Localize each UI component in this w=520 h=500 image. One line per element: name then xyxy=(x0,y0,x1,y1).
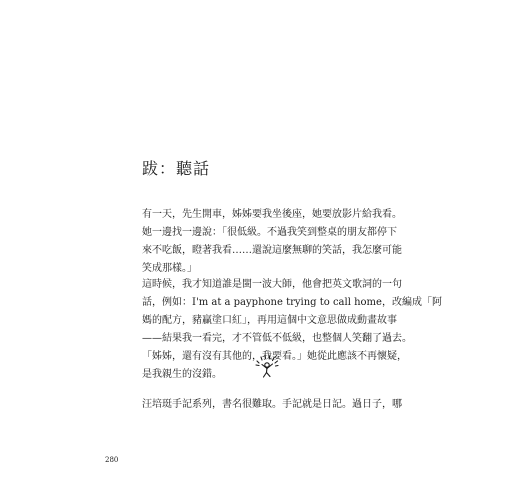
dancing-figure-doodle-icon xyxy=(252,352,282,380)
paragraph-1 xyxy=(142,206,402,278)
paragraph-line: 這時候，我才知道誰是閩一波大師，他會把英文歌詞的一句 xyxy=(142,279,402,290)
chapter-title: 跋：聽話 xyxy=(142,159,211,178)
paragraph-line: 「姊姊，還有沒有其他的，我要看。」她從此應該不再懷疑， xyxy=(142,351,407,362)
paragraph-line: 汪培珽手記系列，書名很難取。手記就是日記。過日子，哪 xyxy=(142,399,402,410)
paragraph-line: 話，例如：I'm at a payphone trying to call home，改編成「阿 xyxy=(142,297,442,308)
paragraph-3 xyxy=(142,396,402,414)
paragraph-line: 有一天，先生開車，姊姊要我坐後座，她要放影片給我看。 xyxy=(142,209,402,220)
page-number: 280 xyxy=(105,456,119,464)
paragraph-line: 是我親生的沒錯。 xyxy=(142,369,222,380)
paragraph-line: 媽的配方，豬贏塗口紅」，再用這個中文意思做成動畫故事 xyxy=(142,315,397,326)
paragraph-line: 笑成那樣。」 xyxy=(142,263,197,274)
paragraph-line: 來不吃飯，瞪著我看……還說這麼無聊的笑話，我怎麼可能 xyxy=(142,245,402,256)
paragraph-line: 她一邊找一邊說：「很低級。不過我笑到整桌的朋友都停下 xyxy=(142,227,397,238)
paragraph-line: ——結果我一看完，才不管低不低級，也整個人笑翻了過去。 xyxy=(142,333,412,344)
